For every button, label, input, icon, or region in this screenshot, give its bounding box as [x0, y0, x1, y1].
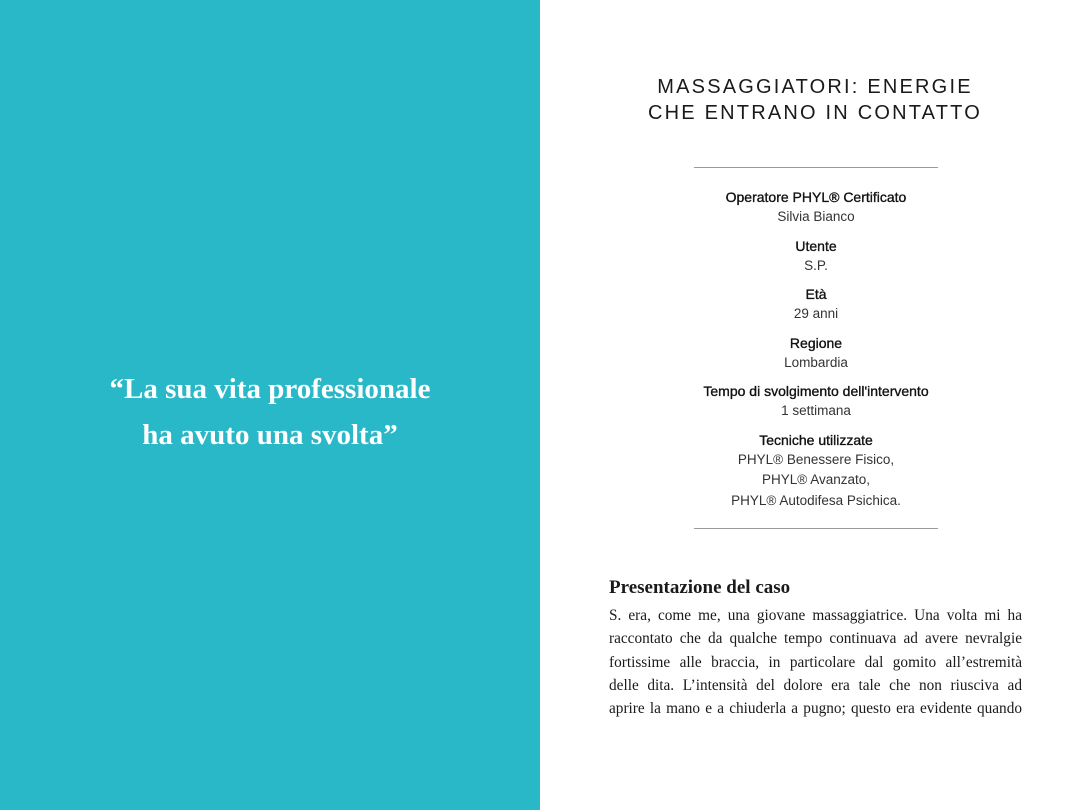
info-techniques [640, 430, 992, 512]
info-value: Silvia Bianco [777, 209, 855, 224]
info-label: Regione [789, 334, 843, 351]
info-user [640, 236, 992, 277]
case-info [640, 187, 992, 519]
title-line: CHE ENTRANO IN CONTATTO [648, 102, 982, 124]
quote-line: ha avuto una svolta” [142, 419, 398, 451]
body-line: delle dita. L’intensità del dolore era tale che non riusciva ad [609, 676, 1022, 694]
body-line: aprire la mano e a chiuderla a pugno; questo era evidente quando [609, 700, 1022, 718]
info-operator [640, 187, 992, 228]
info-value: S.P. [804, 257, 828, 273]
body-line: S. era, come me, una giovane massaggiatrice. Una volta mi ha [609, 607, 1022, 624]
info-value: 1 settimana [781, 403, 851, 418]
chapter-title [610, 74, 1020, 126]
info-region [640, 333, 992, 374]
info-label: Tecniche utilizzate [759, 431, 873, 448]
quote-line: “La sua vita professionale [109, 373, 431, 405]
right-page [540, 0, 1080, 810]
title-line: MASSAGGIATORI: ENERGIE [657, 76, 973, 98]
info-value: 29 anni [793, 306, 839, 321]
info-age [640, 284, 992, 325]
info-label: Operatore PHYL® Certificato [725, 189, 907, 205]
info-label: Tempo di svolgimento dell'intervento [703, 383, 929, 399]
divider-bottom [694, 528, 938, 529]
section-heading: Presentazione del caso [609, 577, 791, 598]
info-value: PHYL® Benessere Fisico, [737, 451, 895, 467]
info-value: PHYL® Avanzato, [761, 472, 870, 487]
body-line: fortissime alle braccia, in particolare dal gomito all’estremità [609, 653, 1022, 671]
info-value: Lombardia [784, 354, 848, 370]
info-label: Età [805, 286, 827, 302]
pull-quote [110, 366, 431, 458]
divider-top [694, 167, 938, 168]
info-duration [640, 381, 992, 422]
section-body [609, 604, 1022, 720]
info-label: Utente [795, 237, 837, 254]
body-line: raccontato che da qualche tempo continuava ad avere nevralgie [609, 630, 1022, 648]
info-value: PHYL® Autodifesa Psichica. [731, 492, 901, 508]
case-presentation [609, 576, 1022, 720]
